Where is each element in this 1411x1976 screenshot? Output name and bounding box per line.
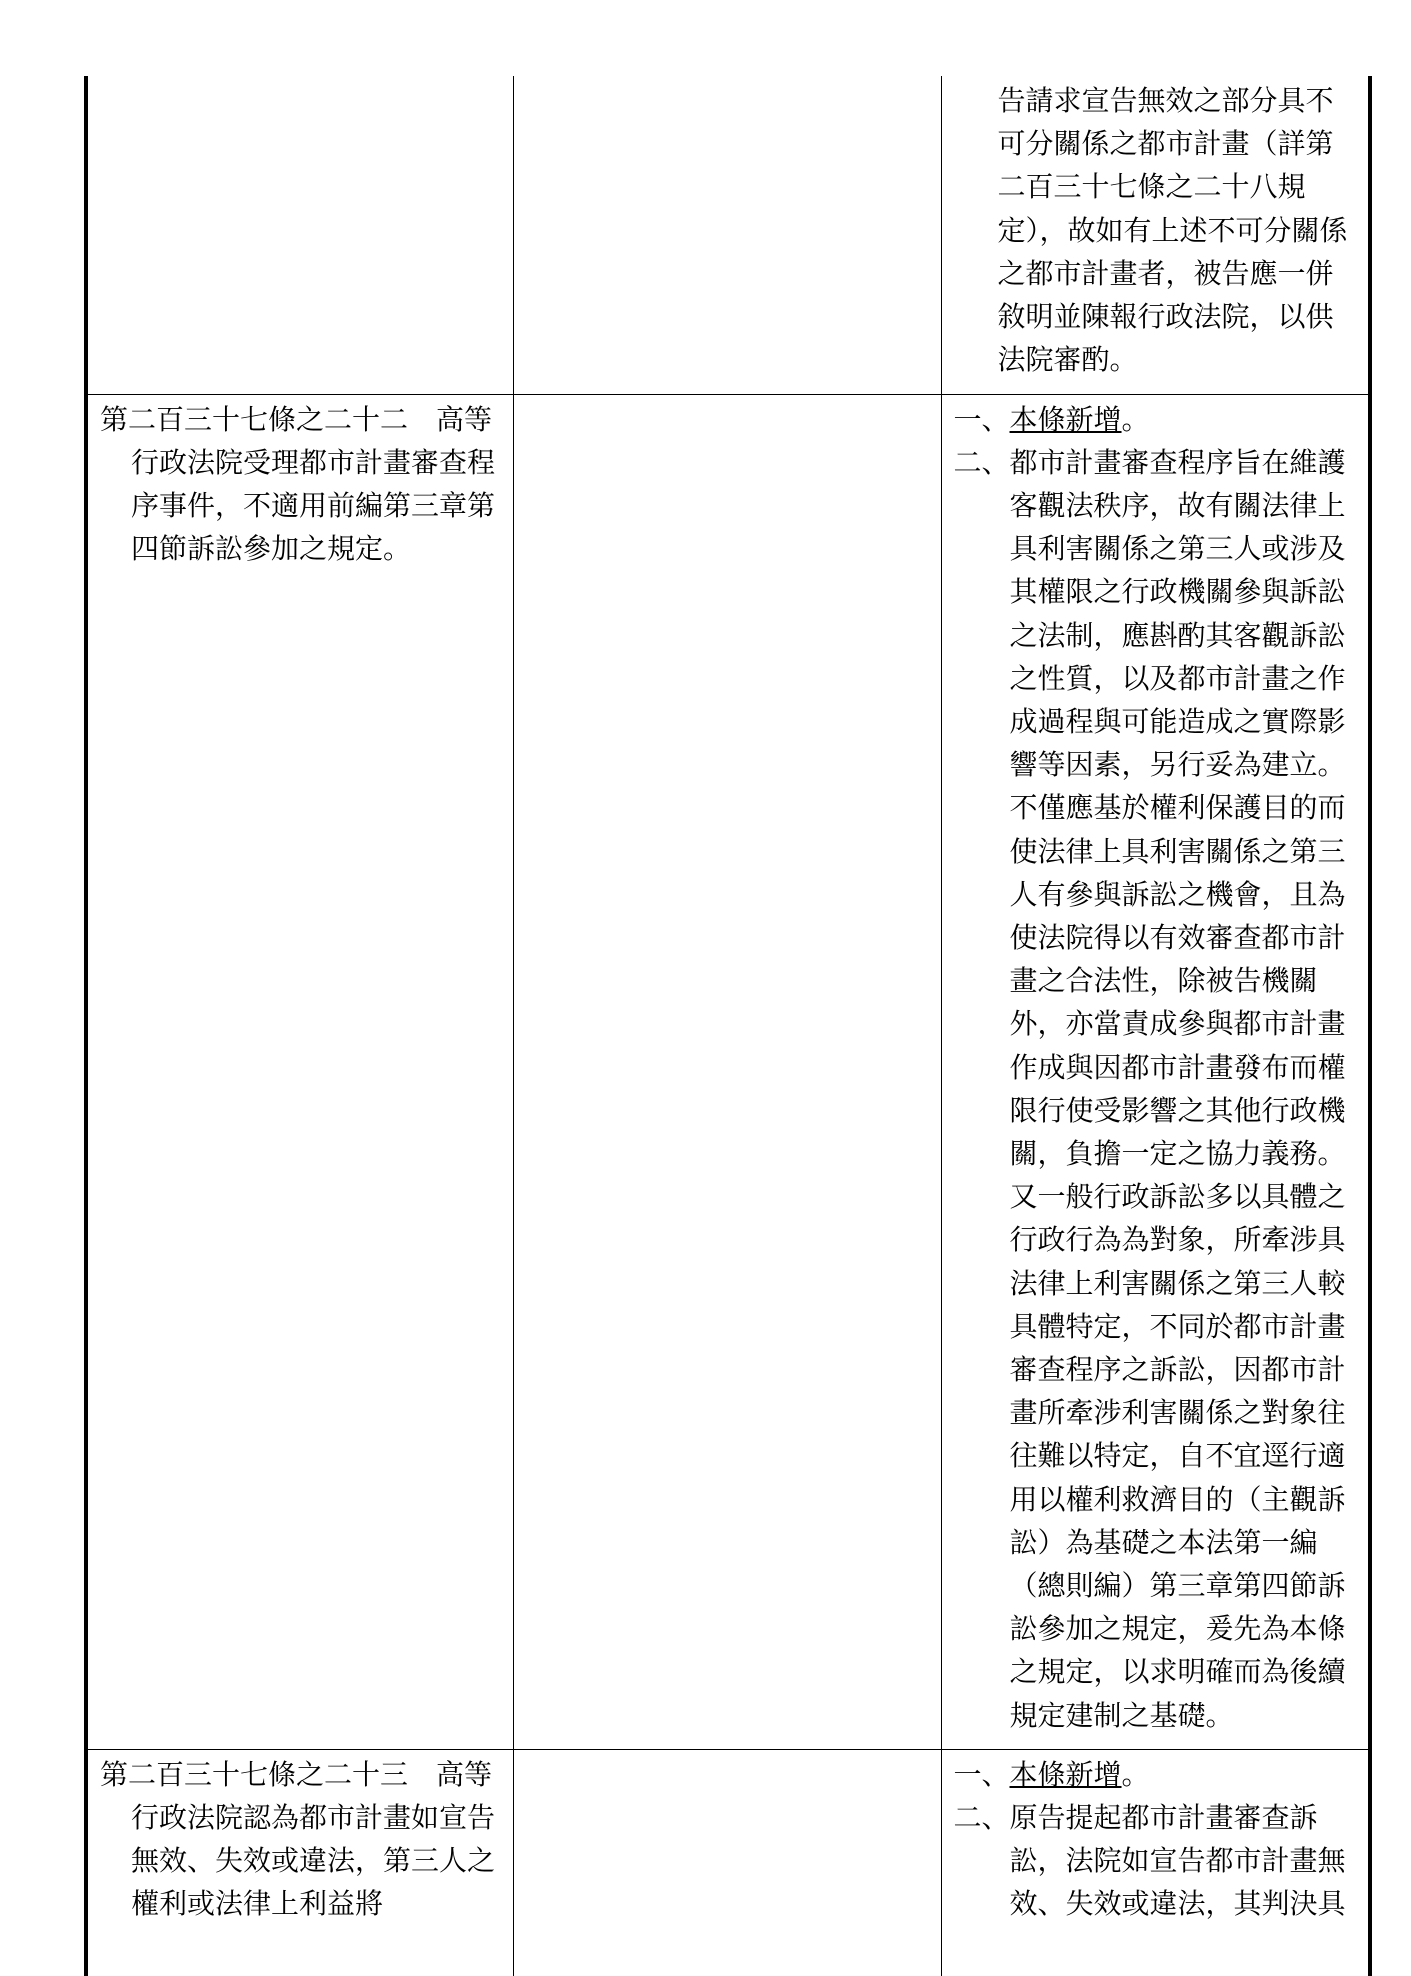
table-row — [86, 394, 1370, 1749]
item-text: 本條新增 — [1009, 402, 1122, 436]
explanation-item — [954, 441, 1359, 1737]
table-row — [86, 1749, 1370, 1976]
current-provision-cell — [513, 394, 941, 1749]
new-provision-cell — [86, 76, 513, 394]
explanation-cell — [941, 394, 1370, 1749]
item-number: 一、 — [953, 402, 1010, 436]
item-end: 。 — [1121, 402, 1150, 436]
item-number: 二、 — [953, 445, 1010, 479]
explanation-cell — [941, 1749, 1370, 1976]
explanation-item — [954, 1753, 1359, 1796]
explanation-item — [954, 398, 1359, 441]
new-provision-text: 第二百三十七條之二十二 高等行政法院受理都市計畫審查程序事件，不適用前編第三章第四節訴訟參加之規定。 — [100, 402, 496, 566]
new-provision-cell — [86, 1749, 513, 1976]
explanation-item — [954, 1796, 1359, 1926]
item-text: 都市計畫審查程序旨在維護客觀法秩序，故有關法律上具利害關係之第三人或涉及其權限之行政機關參與訴訟之法制，應斟酌其客觀訴訟之性質，以及都市計畫之作成過程與可能造成之實際影響等因素，另行妥為建立。不僅應基於權利保護目的而使法律上具利害關係之第三人有參與訴訟之機會，且為使法院得以有效審查都市計畫之合法性，除被告機關外，亦當責成參與都市計畫作成與因都市計畫發布而權限行使受影響之其他行政機關，負擔一定之協力義務。又一般行政訴訟多以具體之行政行為為對象，所牽涉具法律上利害關係之第三人較具體特定，不同於都市計畫審查程序之訴訟，因都市計畫所牽涉利害關係之對象往往難以特定，自不宜逕行適用以權利救濟目的（主觀訴訟）為基礎之本法第一編（總則編）第三章第四節訴訟參加之規定，爰先為本條之規定，以求明確而為後續規定建制之基礎。 — [1009, 445, 1346, 1732]
item-text: 本條新增 — [1009, 1757, 1122, 1791]
new-provision-text: 第二百三十七條之二十三 高等行政法院認為都市計畫如宣告無效、失效或違法，第三人之權利或法律上利益將 — [100, 1757, 496, 1921]
item-end: 。 — [1121, 1757, 1150, 1791]
table-row — [86, 76, 1370, 394]
explanation-text: 告請求宣告無效之部分具不可分關係之都市計畫（詳第二百三十七條之二十八規定），故如有上述不可分關係之都市計畫者，被告應一併敘明並陳報行政法院，以供法院審酌。 — [997, 84, 1348, 377]
item-number: 一、 — [953, 1757, 1010, 1791]
comparison-table — [84, 76, 1372, 1976]
current-provision-cell — [513, 1749, 941, 1976]
explanation-cell — [941, 76, 1370, 394]
item-text: 原告提起都市計畫審查訴訟，法院如宣告都市計畫無效、失效或違法，其判決具 — [1009, 1800, 1346, 1921]
current-provision-cell — [513, 76, 941, 394]
new-provision-cell — [86, 394, 513, 1749]
item-number: 二、 — [953, 1800, 1010, 1834]
